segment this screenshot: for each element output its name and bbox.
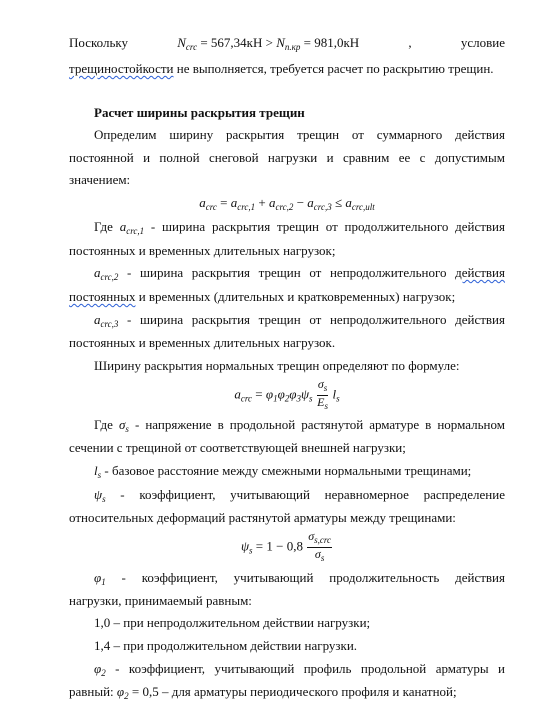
text-line: сечении с трещиной от соответствующей внешней нагрузки; (69, 440, 406, 455)
text-line: $\psi_s$ - коэффициент, учитывающий неравномерное распределение (94, 487, 505, 504)
formula-psi: $\psi_s = 1 - 0,8$ $\frac{\sigma_{s,crc}}{\sigma_s}$ (240, 529, 332, 563)
text-line: $l_s$ - базовое расстояние между смежными нормальными трещинами; (94, 463, 472, 480)
text-line (69, 61, 505, 77)
text-line: $\varphi_1$ - коэффициент, учитывающий продолжительность действия (94, 570, 505, 587)
text-line: постоянных и временных длительных нагрузок. (69, 335, 336, 350)
text-line: равный: $\varphi_2 = 0,5$ – для арматуры периодического профиля и канатной; (69, 684, 457, 701)
text-line (69, 35, 505, 55)
text-line: постоянных и временных (длительных и кратковременных) нагрузок; (69, 289, 456, 304)
text-line: относительных деформаций растянутой арматуры между трещинами: (69, 510, 456, 525)
text-line: $\varphi_2$ - коэффициент, учитывающий профиль продольной арматуры и (94, 661, 505, 678)
formula-main: $a_{crc} = a_{crc,1} + a_{crc,2} - a_{crc,3} \le a_{crc,ult}$ (199, 195, 375, 212)
text-line: нагрузки, принимаемый равным: (69, 593, 252, 608)
text-line: 1,0 – при непродолжительном действии нагрузки; (94, 615, 371, 630)
text-line: Где $\sigma_s$ - напряжение в продольной растянутой арматуре в нормальном (94, 417, 505, 434)
text-line: постоянной и полной снеговой нагрузки и сравним ее с допустимым (69, 150, 505, 165)
text-line: $a_{crc,3}$ - ширина раскрытия трещин от непродолжительного действия (94, 312, 505, 329)
text-line: $a_{crc,2}$ - ширина раскрытия трещин от непродолжительного действия (94, 265, 505, 282)
formula-width: $a_{crc} = \varphi_1\varphi_2\varphi_3\psi_s$ $\frac{\sigma_s}{E_s}$ $l_s$ (234, 377, 340, 411)
text-line: Где $a_{crc,1}$ - ширина раскрытия трещин от продолжительного действия (94, 219, 505, 236)
text-line: значением: (69, 172, 131, 187)
text-line: Ширину раскрытия нормальных трещин определяют по формуле: (94, 358, 460, 373)
line-text: не выполняется, требуется расчет по раскрытию трещин. (173, 61, 494, 76)
inline-formula: $N_{crc} = 567,34кН > N_{n.кр} = 981,0кН$ (177, 35, 360, 52)
text-line: Определим ширину раскрытия трещин от суммарного действия (94, 127, 505, 142)
word-poskolku: Поскольку (69, 35, 129, 50)
comma: , (408, 35, 412, 50)
misspelled-word: трещиностойкости (69, 61, 174, 76)
section-heading: Расчет ширины раскрытия трещин (94, 105, 305, 120)
text-line: постоянных и временных длительных нагрузок; (69, 243, 336, 258)
text-line: 1,4 – при продолжительном действии нагрузки. (94, 638, 358, 653)
word-uslovie: условие (460, 35, 505, 50)
